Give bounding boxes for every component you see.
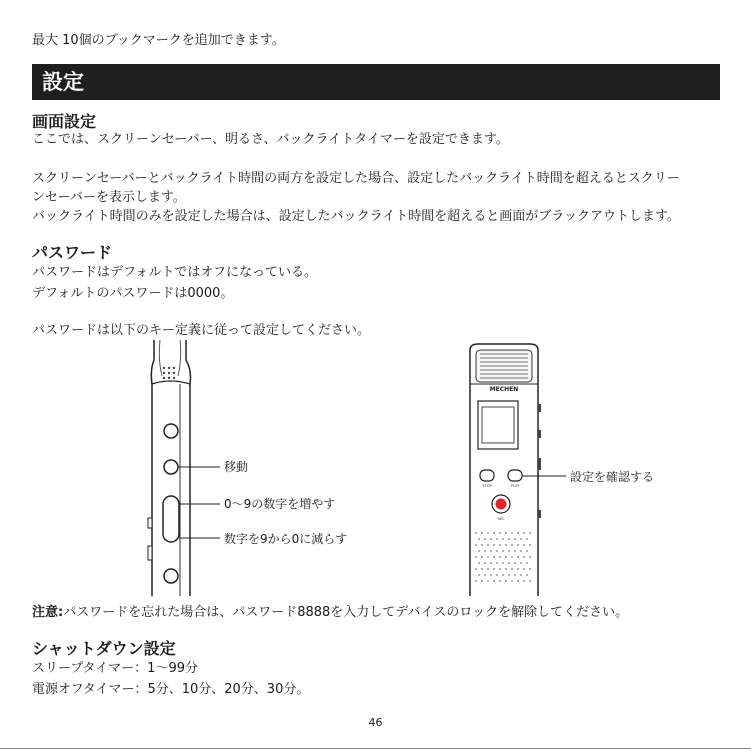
display-line-1: ここでは、スクリーンセーバー、明るさ、バックライトタイマーを設定できます。 [32,132,509,147]
password-line-1: パスワードはデフォルトではオフになっている。 [32,265,317,280]
play-label: PLAY [510,484,520,488]
password-line-2: デフォルトのパスワードは0000。 [32,286,234,301]
label-move: 移動 [224,460,249,474]
password-heading: パスワード [32,243,113,262]
display-heading: 画面設定 [32,112,97,131]
section-title: 設定 [42,70,84,94]
note [32,604,628,622]
shutdown-line-1: スリープタイマー：1～99分 [32,661,198,676]
label-decrease: 数字を9から0に減らす [224,532,348,546]
display-line-2: スクリーンセーバーとバックライト時間の両方を設定した場合、設定したバックライト時間を超えるとスクリー [32,171,680,186]
recorder-front-view [458,340,568,596]
display-line-4: バックライト時間のみを設定した場合は、設定したバックライト時間を超えると画面がブラックアウトします。 [32,209,680,224]
shutdown-heading: シャットダウン設定 [32,639,176,658]
stop-label: STOP [482,484,492,488]
shutdown-line-2: 電源オフタイマー：5分、10分、20分、30分。 [32,682,310,697]
note-text: パスワードを忘れた場合は、パスワード8888を入力してデバイスのロックを解除してください。 [63,605,629,620]
section-title-bar [32,64,720,100]
bottom-divider [0,748,751,749]
display-line-3: ンセーバーを表示します。 [32,190,186,205]
intro-text: 最大 10個のブックマークを追加できます。 [32,33,285,48]
page-number: 46 [368,716,383,729]
password-line-3: パスワードは以下のキー定義に従って設定してください。 [32,323,371,338]
brand-text: MECHEN [489,386,519,393]
note-prefix: 注意: [32,605,64,620]
label-confirm: 設定を確認する [570,470,655,484]
label-increase: 0～9の数字を増やす [224,497,336,511]
rec-label: REC [497,517,505,521]
